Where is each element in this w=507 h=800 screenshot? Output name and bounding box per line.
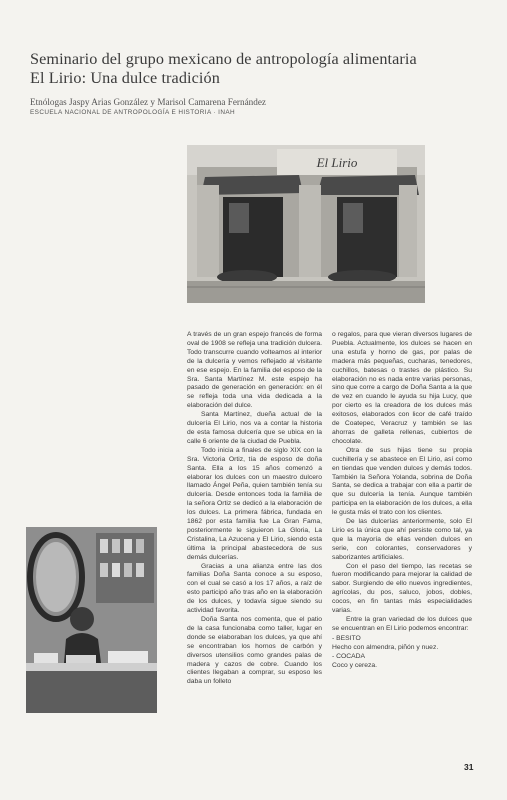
store-sign-text: El Lirio [316,155,358,170]
text-column-left [187,331,322,687]
storefront-photo [187,145,425,303]
title-line-1: Seminario del grupo mexicano de antropología alimentaria [30,50,417,68]
paragraph: Con el paso del tiempo, las recetas se fueron modificando para mejorar la calidad de sabor. Surgiendo de ello nuevos ingredientes, agrícolas, du pos, saluco, jobos, dobles, cocos, en fin tantas más especialidades varias. [332,562,472,615]
page-number: 31 [464,762,474,772]
paragraph: Doña Santa nos comenta, que el patio de la casa funcionaba como taller, lugar en donde se elaboraban los dulces, ya que ahí se encontraban los hornos de carbón y diversos utensilios como grandes palas de madera y cazos de cobre. Cuando los clientes llegaban a comprar, su esposo les daba un folleto [187,616,322,686]
paragraph: Gracias a una alianza entre las dos familias Doña Santa conoce a su esposo, con el cual se casó a los 17 años, a raíz de esto participó año tras año en la elaboración de los dulces, y todavía sigue siendo su actividad favorita. [187,562,322,615]
candy-list-item-name: - COCADA [332,652,366,660]
paragraph: Entre la gran variedad de los dulces que se encuentran en El Lirio podemos encontrar: [332,616,472,632]
candy-list-item-desc: Coco y cereza. [332,661,378,669]
affiliation-line: ESCUELA NACIONAL DE ANTROPOLOGÍA E HISTORIA · INAH [30,109,236,116]
text-column-right [332,331,472,670]
paragraph: Santa Martínez, dueña actual de la dulcería El Lirio, nos va a contar la historia de esta famosa dulcería que se ubica en la calle 6 oriente de la ciudad de Puebla. [187,411,322,445]
title-line-2: El Lirio: Una dulce tradición [30,69,220,87]
authors-line: Etnólogas Jaspy Arias González y Marisol Camarena Fernández [30,97,266,107]
paragraph: o regalos, para que vieran diversos lugares de Puebla. Actualmente, los dulces se hacen en una estufa y horno de gas, por palas de madera más pequeñas, cucharas, tenedores, cuchillos, batesas o trastes de plástico. Su elaboración no es nada entre varias personas, sino que corre a cargo de Doña Santa a la que de vez en cuando le ayuda su hija Lucy, que por cierto es la creadora de los dulces más exitosos, elaborados con licor de café traído de Coatepec, Veracruz y también se las ahorras de galleta rellenas, cubiertos de chocolate. [332,331,472,445]
paragraph: A través de un gran espejo francés de forma oval de 1908 se refleja una tradición dulcera. Todo transcurre cuando volteamos al interior de la dulcería y vemos reflejado al visitante en ese espejo. En la familia del esposo de la Sra. Santa Martínez M. este espejo ha pasado de generación en generación: en él se refleja toda una vida dedicada a la elaboración del dulce. [187,331,322,410]
paragraph: Todo inicia a finales de siglo XIX con la Sra. Victoria Ortiz, tía de esposo de doña Santa. Ella a los 15 años comenzó a elaborar los dulces con un maestro dulcero llamado Ángel Peña, quien también tenía su dulcería. Desde entonces toda la familia de la señora Ortiz se dedicó a la elaboración de los dulces. La primera fábrica, fundada en 1862 por esta familia fue La Gran Fama, posteriormente le siguieron La Gloria, La Cristalina, La Azucena y El Lirio, siendo esta última la principal abastecedora de sus demás dulcerías. [187,446,322,561]
candy-list-item-name: - BESITO [332,634,361,642]
candy-list-item-desc: Hecho con almendra, piñón y nuez. [332,643,439,651]
paragraph: Otra de sus hijas tiene su propia cuchillería y se abastece en El Lirio, así como en tiendas que venden dulces y demás todos. También la Señora Yolanda, sobrina de Doña Santa, se dedica a trabajar con ella a partir de que su dulcería la tenía. Aunque también participa en la elaboración de los dulces, a ella le gusta más el trato con los clientes. [332,446,472,517]
interior-illustration [26,527,157,713]
paragraph: De las dulcerías anteriormente, solo El Lirio es la única que ahí persiste como tal, ya que la mayoría de ellas venden dulces en serie, con colorantes, conservadores y saborizantes artificiales. [332,518,472,561]
shop-interior-photo [26,527,157,713]
storefront-illustration [187,145,425,303]
article-title [30,50,480,88]
